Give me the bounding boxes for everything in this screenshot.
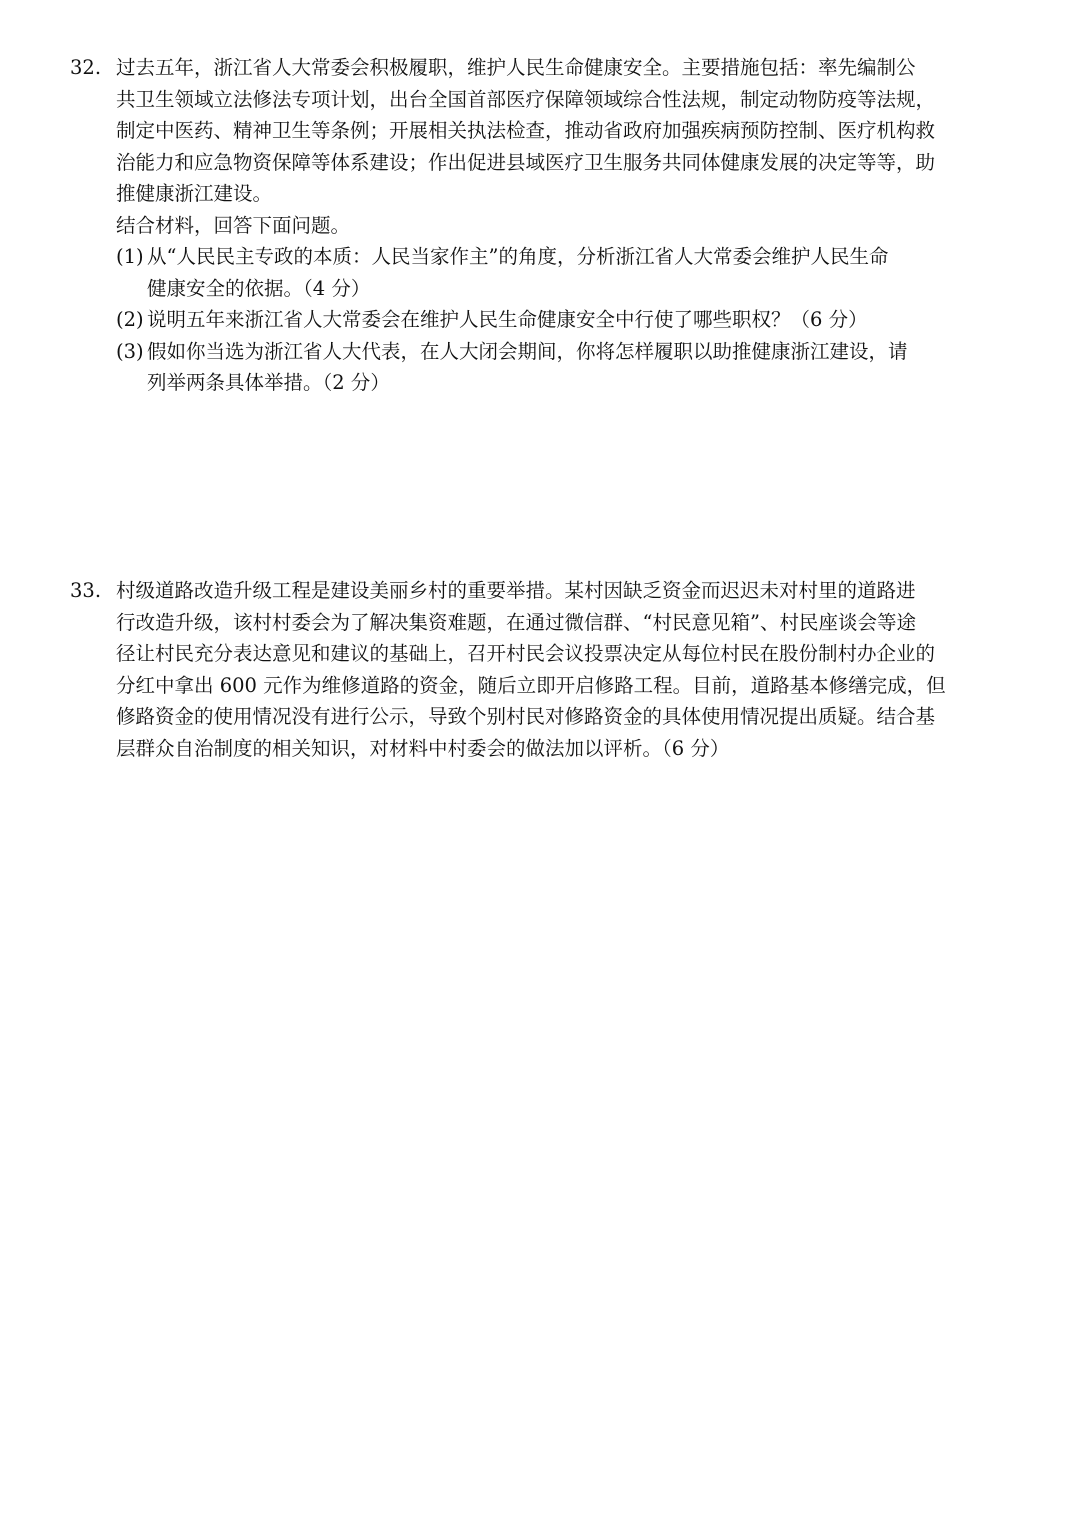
subquestion-1-line-2: 健康安全的依据。（4 分） [147,276,371,300]
question-32-stem [70,52,1030,210]
question-33-line-1: 村级道路改造升级工程是建设美丽乡村的重要举措。某村因缺乏资金而迟迟未对村里的道路进 [116,579,916,602]
question-32 [70,52,1030,399]
question-32-number: 32. [70,56,102,79]
question-33-line-5: 修路资金的使用情况没有进行公示，导致个别村民对修路资金的具体使用情况提出质疑。结合基 [116,705,936,728]
question-33-line-2: 行改造升级，该村村委会为了解决集资难题，在通过微信群、“村民意见箱”、村民座谈会等途 [116,610,916,634]
question-33-number: 33. [70,579,102,602]
question-32-prompt: 结合材料，回答下面问题。 [116,213,351,237]
subquestion-2-line-1: 说明五年来浙江省人大常委会在维护人民生命健康安全中行使了哪些职权？（6 分） [147,308,868,331]
question-32-line-1: 过去五年，浙江省人大常委会积极履职，维护人民生命健康安全。主要措施包括：率先编制公 [116,56,916,79]
subquestion-3-number: (3) [116,339,144,363]
question-32-line-4: 治能力和应急物资保障等体系建设；作出促进县域医疗卫生服务共同体健康发展的决定等等，助 [116,150,936,174]
question-32-line-3: 制定中医药、精神卫生等条例；开展相关执法检查，推动省政府加强疾病预防控制、医疗机构救 [116,119,936,142]
subquestion-1 [70,241,1030,304]
subquestion-1-number: (1) [116,245,144,268]
subquestion-1-line-1: 从“人民民主专政的本质：人民当家作主”的角度，分析浙江省人大常委会维护人民生命 [147,245,889,268]
question-33-stem [70,575,1030,764]
subquestion-2-number: (2) [116,308,144,331]
subquestion-3 [70,336,1030,399]
question-33-line-4: 分红中拿出 600 元作为维修道路的资金，随后立即开启修路工程。目前，道路基本修缮完成，但 [116,673,946,697]
question-33 [70,575,1030,764]
subquestion-3-line-2: 列举两条具体举措。（2 分） [147,371,390,394]
subquestion-3-line-1: 假如你当选为浙江省人大代表，在人大闭会期间，你将怎样履职以助推健康浙江建设，请 [147,339,908,363]
question-32-line-2: 共卫生领域立法修法专项计划，出台全国首部医疗保障领域综合性法规，制定动物防疫等法规， [116,87,936,111]
subquestion-2 [70,304,1030,336]
question-33-line-3: 径让村民充分表达意见和建议的基础上，召开村民会议投票决定从每位村民在股份制村办企业的 [116,642,936,665]
question-33-line-6: 层群众自治制度的相关知识，对材料中村委会的做法加以评析。（6 分） [116,736,730,760]
question-32-line-5: 推健康浙江建设。 [116,182,273,205]
